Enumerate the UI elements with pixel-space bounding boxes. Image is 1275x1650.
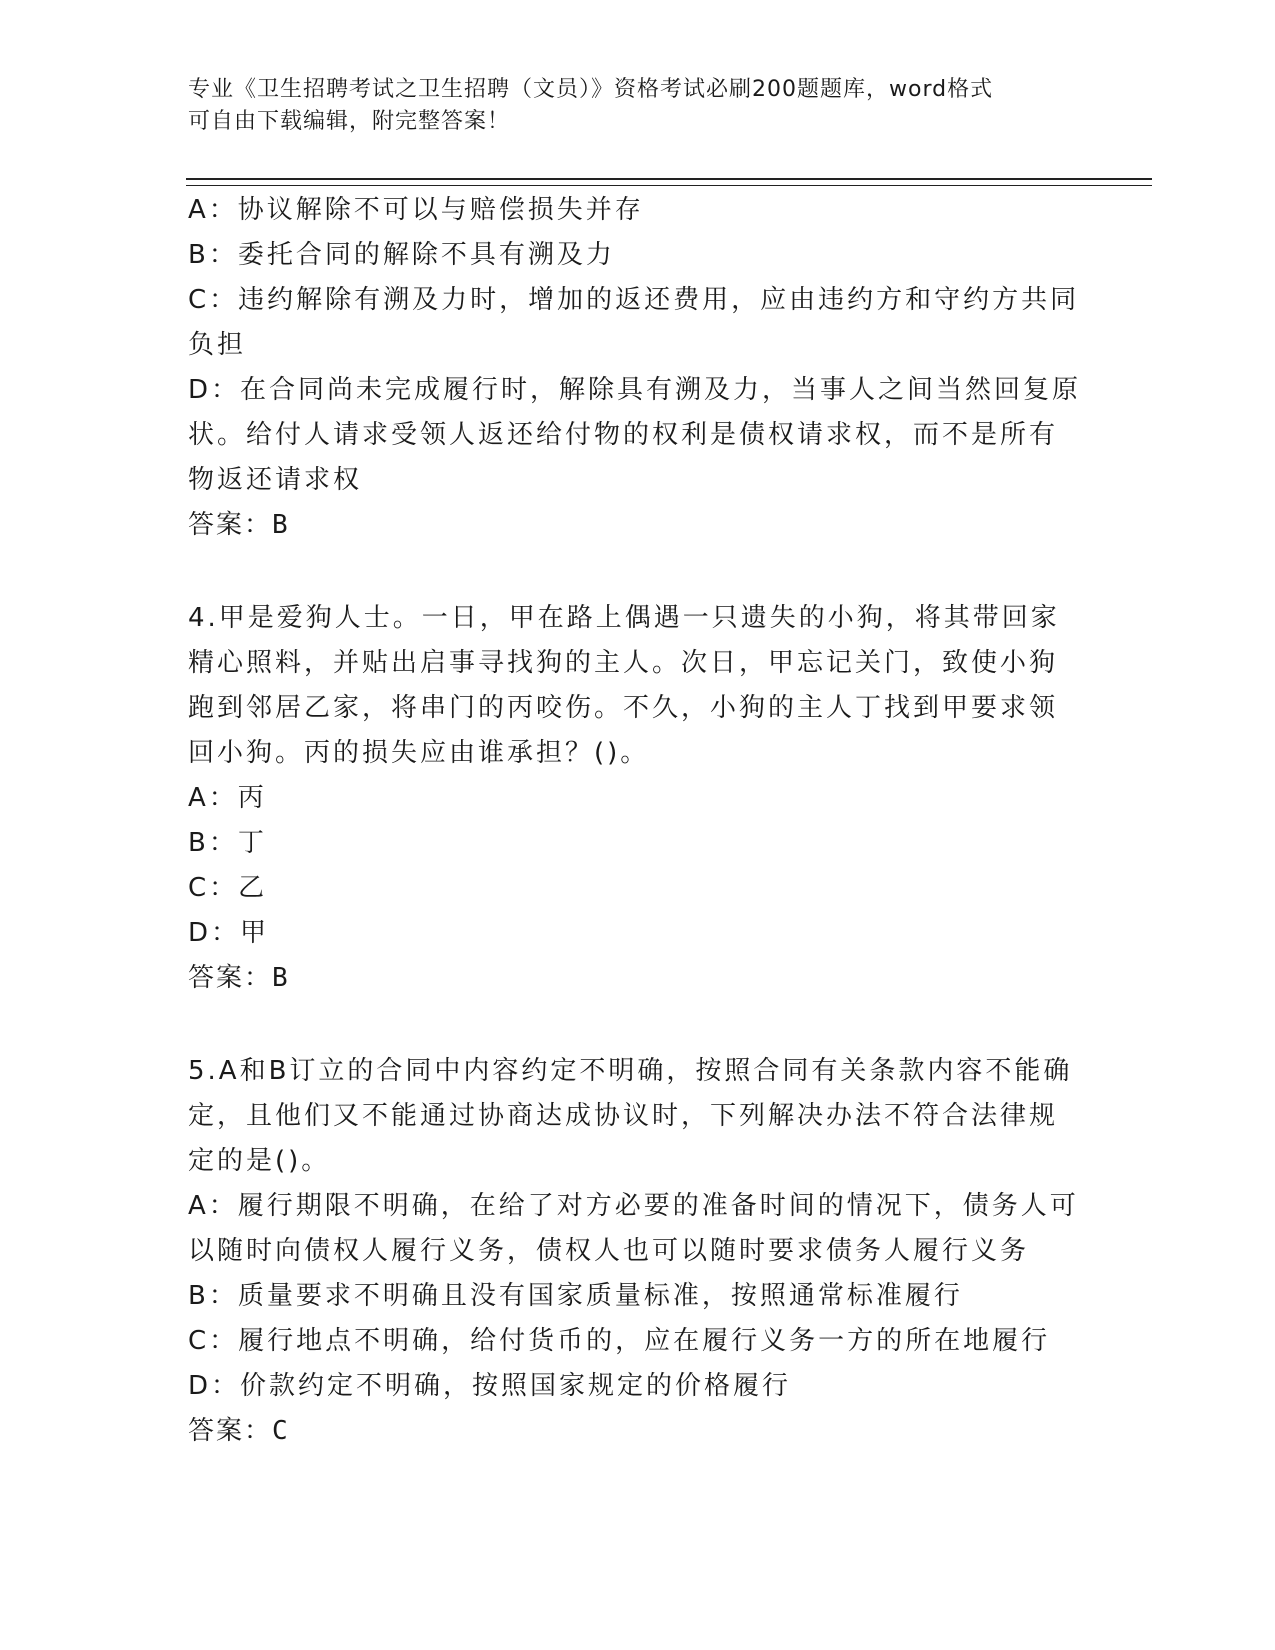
answer-value: B: [272, 510, 289, 540]
answer-label: 答案：: [188, 510, 273, 540]
q4-option-a: A：丙: [188, 783, 267, 813]
option-line: D：价款约定不明确，按照国家规定的价格履行: [188, 1371, 792, 1401]
option-line: C：履行地点不明确，给付货币的，应在履行义务一方的所在地履行: [188, 1326, 1051, 1356]
question-content: [188, 188, 1083, 1454]
option-line: 以随时向债权人履行义务，债权人也可以随时要求债务人履行义务: [188, 1236, 1030, 1266]
header-divider: [186, 178, 1152, 186]
q4-stem-line: 跑到邻居乙家，将串门的丙咬伤。不久，小狗的主人丁找到甲要求领: [188, 693, 1059, 723]
q3-option-c: [188, 278, 1083, 368]
answer-label: 答案：: [188, 1416, 273, 1446]
q4-option-b: B：丁: [188, 828, 267, 858]
q5-stem-line: 5.A和B订立的合同中内容约定不明确，按照合同有关条款内容不能确: [188, 1056, 1073, 1086]
q5-option-c: [188, 1319, 1083, 1364]
option-line: A：履行期限不明确，在给了对方必要的准备时间的情况下，债务人可: [188, 1191, 1079, 1221]
document-header: [188, 74, 1068, 138]
q5-stem-line: 定，且他们又不能通过协商达成协议时，下列解决办法不符合法律规: [188, 1101, 1059, 1131]
option-line: A：协议解除不可以与赔偿损失并存: [188, 195, 644, 225]
q3-option-b: [188, 233, 1083, 278]
q4-option-d: D：甲: [188, 918, 270, 948]
answer-label: 答案：: [188, 963, 273, 993]
header-line-1: 专业《卫生招聘考试之卫生招聘（文员）》资格考试必刷200题题库，word格式: [188, 77, 994, 102]
question-3-options: [188, 188, 1083, 503]
q5-stem-line: 定的是()。: [188, 1146, 331, 1176]
q4-option-c: C：乙: [188, 873, 268, 903]
q4-stem-line: 4.甲是爱狗人士。一日，甲在路上偶遇一只遗失的小狗，将其带回家: [188, 603, 1060, 633]
q5-option-d: [188, 1364, 1083, 1409]
question-spacer: [188, 548, 1083, 596]
q4-stem-line: 回小狗。丙的损失应由谁承担？()。: [188, 738, 650, 768]
option-line: C：违约解除有溯及力时，增加的返还费用，应由违约方和守约方共同: [188, 285, 1080, 315]
q4-answer: [188, 956, 1083, 1001]
q5-option-a: [188, 1184, 1083, 1274]
question-4: [188, 596, 1083, 956]
header-line-2: 可自由下载编辑，附完整答案！: [188, 109, 511, 134]
q5-answer: [188, 1409, 1083, 1454]
answer-value: B: [272, 963, 289, 993]
option-line: 状。给付人请求受领人返还给付物的权利是债权请求权，而不是所有: [188, 420, 1059, 450]
option-line: 负担: [188, 330, 247, 360]
option-line: B：质量要求不明确且没有国家质量标准，按照通常标准履行: [188, 1281, 963, 1311]
q3-option-d: [188, 368, 1083, 503]
option-line: 物返还请求权: [188, 465, 363, 495]
question-5: [188, 1049, 1083, 1409]
q5-option-b: [188, 1274, 1083, 1319]
q3-answer: [188, 503, 1083, 548]
q3-option-a: [188, 188, 1083, 233]
q4-stem-line: 精心照料，并贴出启事寻找狗的主人。次日，甲忘记关门，致使小狗: [188, 648, 1059, 678]
option-line: D：在合同尚未完成履行时，解除具有溯及力，当事人之间当然回复原: [188, 375, 1082, 405]
option-line: B：委托合同的解除不具有溯及力: [188, 240, 615, 270]
question-spacer: [188, 1001, 1083, 1049]
answer-value: C: [272, 1416, 289, 1446]
